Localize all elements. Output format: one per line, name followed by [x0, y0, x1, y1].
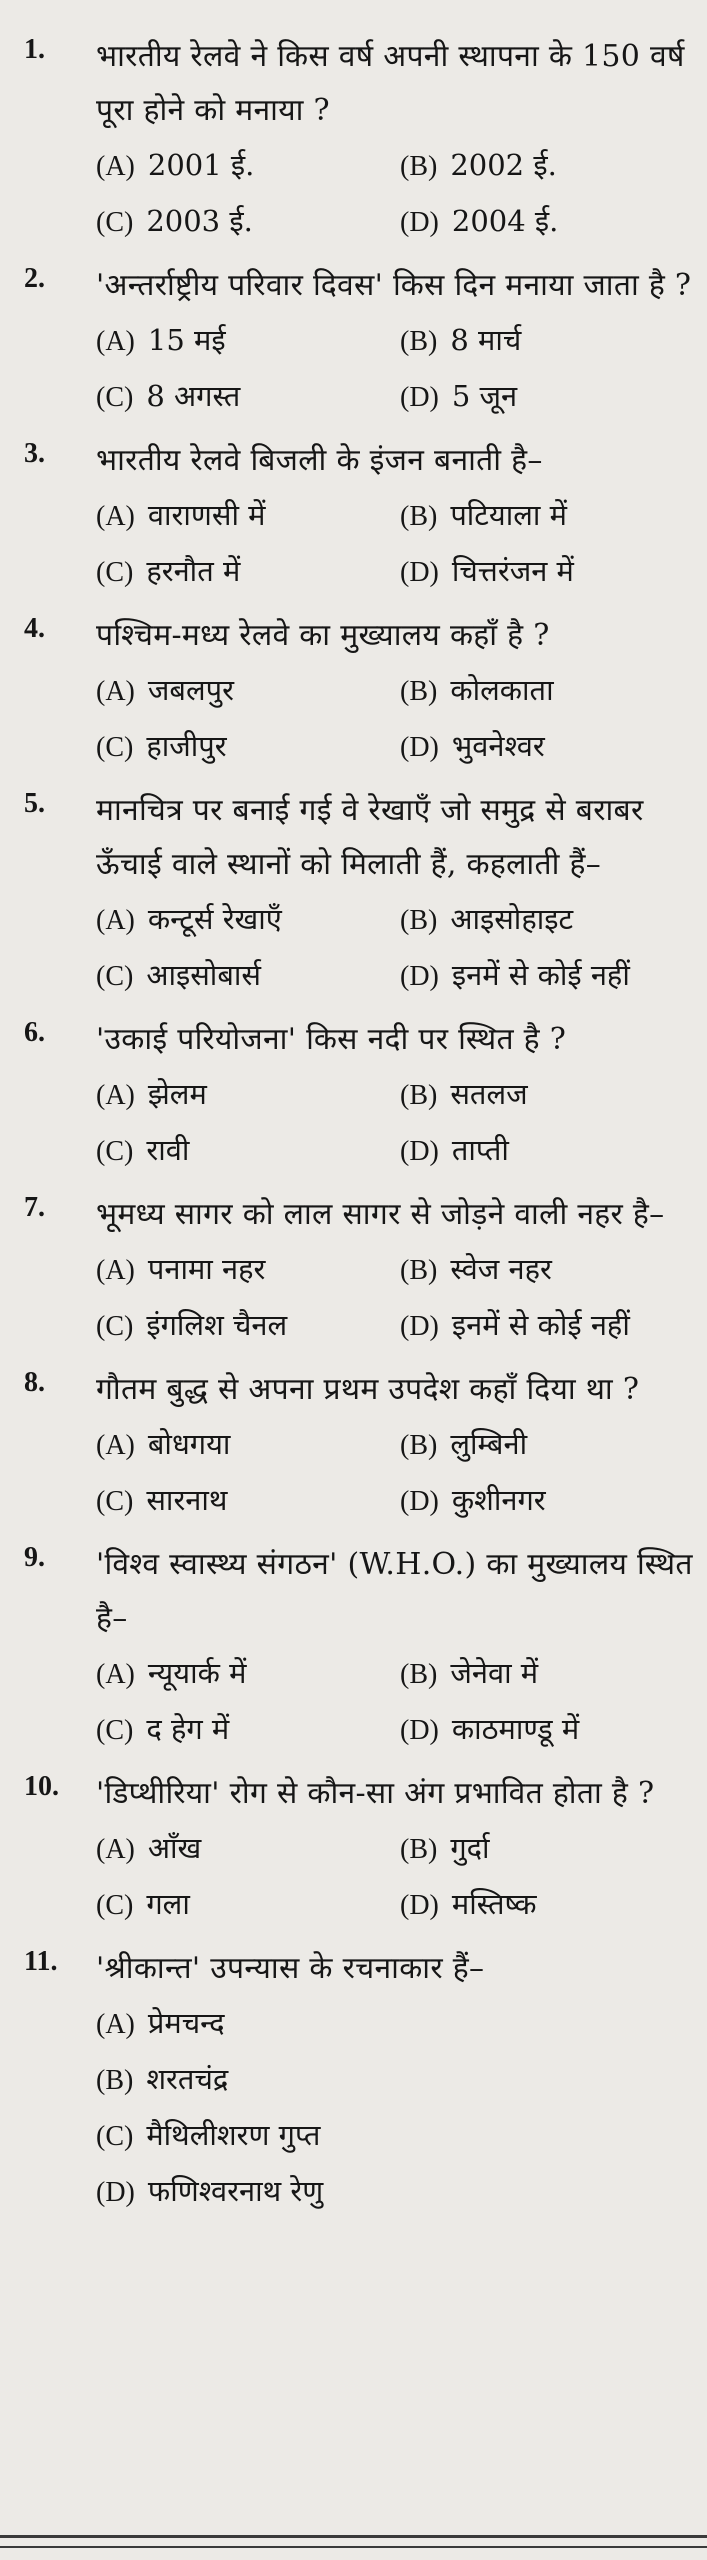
option-d: [400, 1298, 693, 1354]
option-letter: (A): [96, 2009, 135, 2040]
option-c: [96, 1473, 394, 1529]
option-d: [96, 2164, 693, 2220]
option-text: मस्तिष्क: [451, 1887, 537, 1921]
option-letter: (D): [400, 1890, 439, 1921]
question-number: 11.: [24, 1946, 58, 1977]
question-text: पश्चिम-मध्य रेलवे का मुख्यालय कहाँ है ?: [96, 618, 550, 653]
option-c: [96, 194, 394, 250]
option-letter: (C): [96, 2121, 134, 2152]
option-a: [96, 138, 394, 194]
question-9: [24, 1538, 693, 1758]
option-a: [96, 1996, 693, 2052]
option-text: 2002 ई.: [450, 148, 557, 182]
option-c: [96, 2108, 693, 2164]
option-letter: (B): [400, 1834, 438, 1865]
option-text: हरनौत में: [146, 554, 241, 588]
option-b: [400, 892, 693, 948]
option-letter: (C): [96, 1311, 134, 1342]
option-letter: (B): [96, 2065, 134, 2096]
option-text: 2003 ई.: [146, 204, 253, 238]
option-c: [96, 1298, 394, 1354]
option-d: [400, 1473, 693, 1529]
option-a: [96, 1821, 394, 1877]
option-b: [400, 138, 693, 194]
option-letter: (C): [96, 1136, 134, 1167]
option-d: [400, 1877, 693, 1933]
option-d: [400, 544, 693, 600]
option-c: [96, 369, 394, 425]
option-letter: (A): [96, 1834, 135, 1865]
option-text: सतलज: [450, 1077, 528, 1111]
option-letter: (D): [400, 557, 439, 588]
option-b: [400, 1646, 693, 1702]
options-grid: [96, 488, 693, 600]
options-grid: [96, 892, 693, 1004]
option-text: ताप्ती: [451, 1133, 509, 1167]
option-letter: (A): [96, 501, 135, 532]
options-grid: [96, 1821, 693, 1933]
option-b: [400, 1242, 693, 1298]
question-2: [24, 259, 693, 425]
question-number: 7.: [24, 1192, 45, 1223]
question-6: [24, 1013, 693, 1179]
question-number: 5.: [24, 788, 45, 819]
option-text: जेनेवा में: [450, 1656, 539, 1690]
option-letter: (A): [96, 1255, 135, 1286]
option-text: शरतचंद्र: [146, 2062, 229, 2096]
option-d: [400, 948, 693, 1004]
option-d: [400, 194, 693, 250]
question-number: 3.: [24, 438, 45, 469]
option-text: चित्तरंजन में: [451, 554, 574, 588]
option-text: इनमें से कोई नहीं: [451, 1308, 630, 1342]
option-text: 8 मार्च: [450, 323, 522, 357]
option-text: सारनाथ: [146, 1483, 228, 1517]
question-text: 'विश्व स्वास्थ्य संगठन' (W.H.O.) का मुख्यालय स्थित है–: [96, 1547, 693, 1636]
options-grid: [96, 1996, 693, 2220]
option-b: [400, 1067, 693, 1123]
option-c: [96, 1877, 394, 1933]
question-list: [24, 30, 693, 2220]
option-text: कोलकाता: [450, 673, 554, 707]
options-grid: [96, 138, 693, 250]
option-letter: (D): [400, 732, 439, 763]
option-text: फणिश्वरनाथ रेणु: [147, 2174, 324, 2208]
question-number: 2.: [24, 263, 45, 294]
question-text: 'श्रीकान्त' उपन्यास के रचनाकार हैं–: [96, 1951, 485, 1986]
option-letter: (D): [96, 2177, 135, 2208]
option-letter: (A): [96, 1080, 135, 1111]
option-b: [400, 488, 693, 544]
question-text: भारतीय रेलवे बिजली के इंजन बनाती है–: [96, 443, 543, 478]
option-text: आइसोबार्स: [146, 958, 261, 992]
option-letter: (C): [96, 732, 134, 763]
question-number: 4.: [24, 613, 45, 644]
option-b: [400, 663, 693, 719]
question-text: मानचित्र पर बनाई गई वे रेखाएँ जो समुद्र से बराबर ऊँचाई वाले स्थानों को मिलाती हैं, कहलाती हैं–: [96, 793, 644, 882]
option-text: पटियाला में: [450, 498, 567, 532]
option-letter: (B): [400, 151, 438, 182]
question-number: 1.: [24, 34, 45, 65]
option-letter: (B): [400, 1430, 438, 1461]
options-grid: [96, 1067, 693, 1179]
option-letter: (D): [400, 382, 439, 413]
option-a: [96, 663, 394, 719]
question-text: गौतम बुद्ध से अपना प्रथम उपदेश कहाँ दिया था ?: [96, 1372, 640, 1407]
option-c: [96, 544, 394, 600]
option-text: गुर्दा: [450, 1831, 490, 1865]
option-letter: (D): [400, 1486, 439, 1517]
option-text: 5 जून: [451, 379, 518, 413]
option-d: [400, 1702, 693, 1758]
option-b: [400, 1417, 693, 1473]
option-text: कन्टूर्स रेखाएँ: [147, 902, 282, 936]
option-text: प्रेमचन्द: [147, 2006, 225, 2040]
option-text: कुशीनगर: [451, 1483, 546, 1517]
option-letter: (B): [400, 326, 438, 357]
option-text: स्वेज नहर: [450, 1252, 552, 1286]
option-text: 2004 ई.: [451, 204, 559, 238]
option-letter: (C): [96, 382, 134, 413]
option-text: मैथिलीशरण गुप्त: [146, 2118, 321, 2152]
question-number: 9.: [24, 1542, 45, 1573]
options-grid: [96, 663, 693, 775]
option-letter: (B): [400, 1080, 438, 1111]
option-text: वाराणसी में: [147, 498, 266, 532]
question-8: [24, 1363, 693, 1529]
option-b: [400, 1821, 693, 1877]
option-text: पनामा नहर: [147, 1252, 266, 1286]
option-letter: (C): [96, 1715, 134, 1746]
option-b: [96, 2052, 693, 2108]
option-a: [96, 1417, 394, 1473]
option-text: भुवनेश्वर: [451, 729, 545, 763]
question-text: भूमध्य सागर को लाल सागर से जोड़ने वाली नहर है–: [96, 1197, 665, 1232]
option-letter: (D): [400, 1136, 439, 1167]
option-text: द हेग में: [146, 1712, 230, 1746]
option-text: 2001 ई.: [147, 148, 255, 182]
option-letter: (A): [96, 151, 135, 182]
question-number: 8.: [24, 1367, 45, 1398]
option-text: गला: [146, 1887, 190, 1921]
option-d: [400, 719, 693, 775]
option-letter: (C): [96, 207, 134, 238]
option-d: [400, 1123, 693, 1179]
option-text: इनमें से कोई नहीं: [451, 958, 630, 992]
option-d: [400, 369, 693, 425]
option-letter: (B): [400, 501, 438, 532]
option-letter: (A): [96, 676, 135, 707]
option-a: [96, 1067, 394, 1123]
option-letter: (A): [96, 326, 135, 357]
question-3: [24, 434, 693, 600]
option-letter: (B): [400, 1255, 438, 1286]
option-text: 15 मई: [147, 323, 226, 357]
options-grid: [96, 1242, 693, 1354]
option-letter: (D): [400, 1311, 439, 1342]
options-grid: [96, 1417, 693, 1529]
question-7: [24, 1188, 693, 1354]
question-text: भारतीय रेलवे ने किस वर्ष अपनी स्थापना के 150 वर्ष पूरा होने को मनाया ?: [96, 39, 685, 128]
option-letter: (C): [96, 1890, 134, 1921]
option-text: 8 अगस्त: [146, 379, 241, 413]
question-11: [24, 1942, 693, 2220]
option-text: लुम्बिनी: [450, 1427, 528, 1461]
question-5: [24, 784, 693, 1004]
option-a: [96, 313, 394, 369]
option-text: हाजीपुर: [146, 729, 227, 763]
bottom-rule-thin: [0, 2546, 707, 2548]
question-text: 'डिप्थीरिया' रोग से कौन-सा अंग प्रभावित होता है ?: [96, 1776, 655, 1811]
question-1: [24, 30, 693, 250]
option-a: [96, 488, 394, 544]
option-text: काठमाण्डू में: [451, 1712, 580, 1746]
question-4: [24, 609, 693, 775]
options-grid: [96, 313, 693, 425]
option-b: [400, 313, 693, 369]
option-text: बोधगया: [147, 1427, 231, 1461]
option-letter: (A): [96, 1659, 135, 1690]
question-text: 'अन्तर्राष्ट्रीय परिवार दिवस' किस दिन मनाया जाता है ?: [96, 268, 692, 303]
option-text: जबलपुर: [147, 673, 234, 707]
option-letter: (B): [400, 676, 438, 707]
option-letter: (A): [96, 1430, 135, 1461]
option-c: [96, 1702, 394, 1758]
option-a: [96, 1242, 394, 1298]
question-number: 10.: [24, 1771, 59, 1802]
option-text: आइसोहाइट: [450, 902, 574, 936]
options-grid: [96, 1646, 693, 1758]
option-letter: (C): [96, 557, 134, 588]
option-letter: (A): [96, 905, 135, 936]
question-number: 6.: [24, 1017, 45, 1048]
option-c: [96, 719, 394, 775]
option-c: [96, 948, 394, 1004]
option-letter: (B): [400, 905, 438, 936]
option-a: [96, 1646, 394, 1702]
bottom-rule-thick: [0, 2535, 707, 2538]
option-letter: (D): [400, 1715, 439, 1746]
option-text: इंगलिश चैनल: [146, 1308, 288, 1342]
question-10: [24, 1767, 693, 1933]
option-letter: (C): [96, 1486, 134, 1517]
option-letter: (D): [400, 207, 439, 238]
option-a: [96, 892, 394, 948]
option-text: रावी: [146, 1133, 190, 1167]
option-text: न्यूयार्क में: [147, 1656, 247, 1690]
option-letter: (C): [96, 961, 134, 992]
option-letter: (B): [400, 1659, 438, 1690]
option-text: झेलम: [147, 1077, 207, 1111]
question-text: 'उकाई परियोजना' किस नदी पर स्थित है ?: [96, 1022, 567, 1057]
option-text: आँख: [147, 1831, 202, 1865]
option-c: [96, 1123, 394, 1179]
option-letter: (D): [400, 961, 439, 992]
